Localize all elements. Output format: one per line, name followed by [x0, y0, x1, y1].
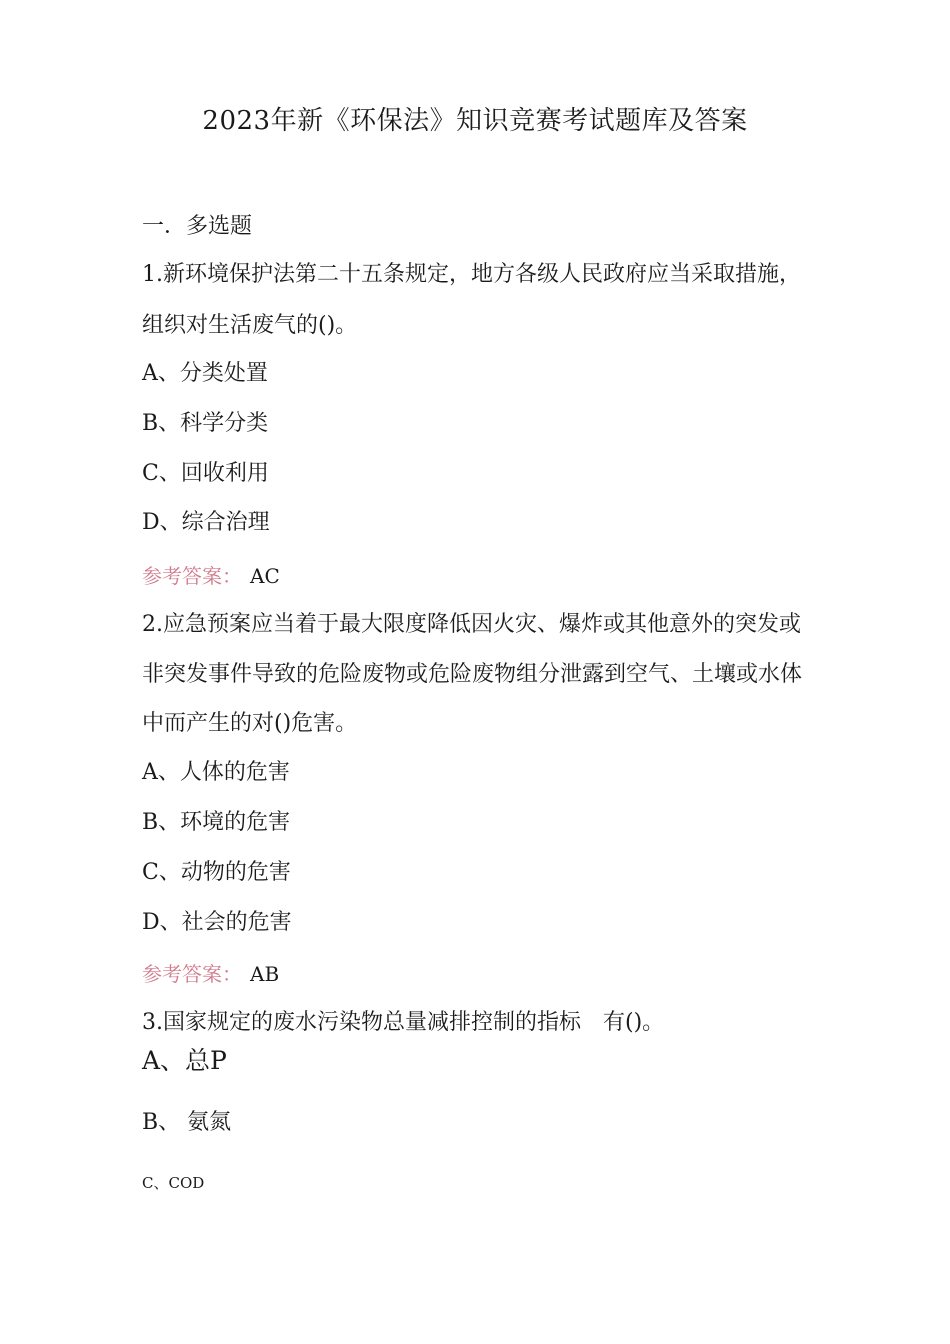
question-2-option-c: C、动物的危害 [142, 860, 291, 885]
question-1-line-1: 1.新环境保护法第二十五条规定，地方各级人民政府应当采取措施， [142, 262, 801, 287]
answer-label: 参考答案： [142, 962, 242, 986]
question-3-line-1: 3.国家规定的废水污染物总量减排控制的指标 有()。 [142, 1010, 665, 1035]
answer-value: AC [250, 564, 280, 588]
section-heading: 一．多选题 [142, 214, 253, 239]
question-1-option-d: D、综合治理 [142, 510, 270, 535]
question-2-answer [142, 959, 279, 989]
question-1-answer [142, 561, 280, 591]
question-2-line-2: 非突发事件导致的危险废物或危险废物组分泄露到空气、土壤或水体 [142, 662, 803, 687]
question-3-option-c: C、COD [142, 1174, 205, 1192]
question-1-line-2: 组织对生活废气的()。 [142, 313, 358, 338]
document-title: 2023年新《环保法》知识竞赛考试题库及答案 [202, 106, 748, 136]
question-2-option-a: A、人体的危害 [142, 760, 290, 785]
answer-label: 参考答案： [142, 564, 242, 588]
question-2-line-1: 2.应急预案应当着于最大限度降低因火灾、爆炸或其他意外的突发或 [142, 612, 801, 637]
answer-value: AB [250, 962, 280, 986]
question-1-option-b: B、科学分类 [142, 411, 269, 436]
question-2-option-b: B、环境的危害 [142, 810, 291, 835]
question-2-option-d: D、社会的危害 [142, 910, 292, 935]
question-2-line-3: 中而产生的对()危害。 [142, 711, 358, 736]
question-1-option-a: A、分类处置 [142, 361, 268, 386]
question-1-option-c: C、回收利用 [142, 461, 269, 486]
question-3-option-b: B、 氨氮 [142, 1110, 232, 1135]
question-3-option-a: A、总P [142, 1046, 227, 1075]
